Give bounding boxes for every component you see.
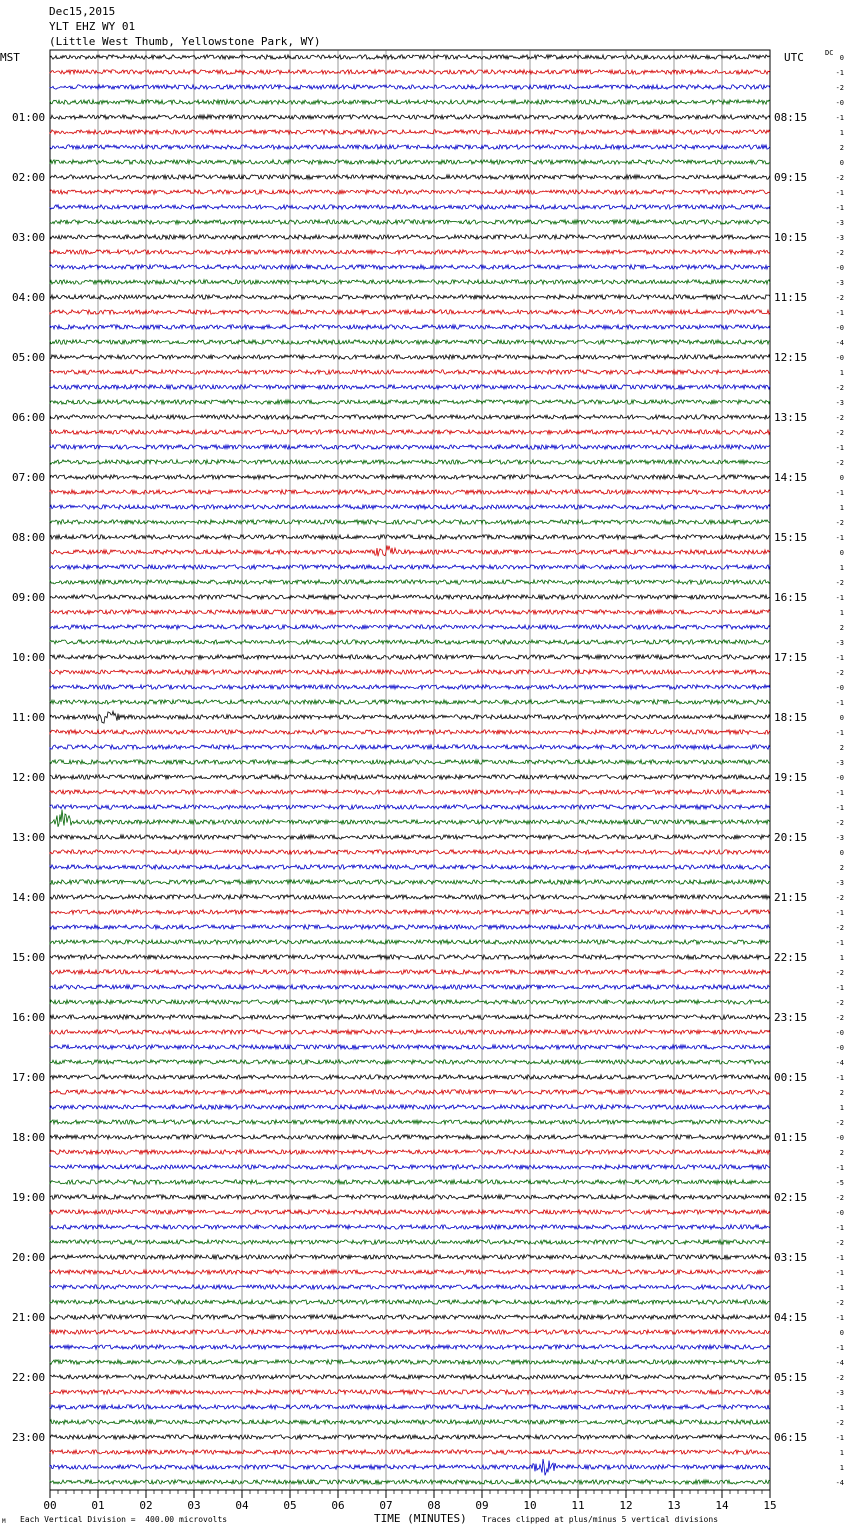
- trace-line: [50, 775, 770, 779]
- x-tick-label: 05: [283, 1499, 297, 1512]
- dc-offset-label: -2: [835, 1239, 844, 1247]
- dc-offset-label: -0: [835, 1134, 844, 1142]
- dc-offset-label: -3: [835, 234, 844, 242]
- utc-hour-label: 21:15: [774, 891, 808, 904]
- dc-offset-label: -3: [835, 834, 844, 842]
- dc-offset-label: -2: [835, 429, 844, 437]
- mst-hour-label: 23:00: [12, 1431, 46, 1444]
- dc-offset-label: 1: [839, 129, 844, 137]
- trace-line: [50, 910, 770, 914]
- x-tick-label: 11: [571, 1499, 585, 1512]
- dc-offset-label: -2: [835, 894, 844, 902]
- x-tick-label: 07: [379, 1499, 393, 1512]
- trace-line: [50, 490, 770, 494]
- trace-line: [50, 1390, 770, 1394]
- dc-offset-label: -1: [835, 1344, 844, 1352]
- dc-offset-label: 1: [839, 954, 844, 962]
- trace-line: [50, 190, 770, 194]
- trace-line: [50, 625, 770, 629]
- mst-hour-label: 02:00: [12, 171, 46, 184]
- dc-offset-label: 0: [839, 549, 844, 557]
- dc-offset-label: -1: [835, 1314, 844, 1322]
- x-tick-label: 03: [187, 1499, 201, 1512]
- trace-line: [50, 850, 770, 854]
- dc-offset-label: 1: [839, 564, 844, 572]
- dc-offset-label: -2: [835, 669, 844, 677]
- trace-line: [50, 445, 770, 449]
- trace-line: [50, 310, 770, 314]
- dc-offset-label: -2: [835, 924, 844, 932]
- utc-hour-label: 08:15: [774, 111, 808, 124]
- dc-offset-label: -1: [835, 69, 844, 77]
- trace-line: [50, 1405, 770, 1409]
- trace-line: [50, 1345, 770, 1349]
- trace-line: [50, 1150, 770, 1154]
- x-tick-label: 09: [475, 1499, 489, 1512]
- trace-line: [50, 970, 770, 974]
- trace-line: [50, 55, 770, 59]
- dc-offset-label: 2: [839, 144, 844, 152]
- trace-line: [50, 1090, 770, 1094]
- dc-offset-label: -1: [835, 204, 844, 212]
- x-tick-label: 12: [619, 1499, 633, 1512]
- utc-hour-label: 00:15: [774, 1071, 808, 1084]
- mst-hour-label: 17:00: [12, 1071, 46, 1084]
- dc-offset-label: 0: [839, 54, 844, 62]
- mst-hour-label: 06:00: [12, 411, 46, 424]
- trace-line: [50, 1255, 770, 1259]
- trace-line: [50, 1045, 770, 1049]
- utc-hour-label: 13:15: [774, 411, 808, 424]
- trace-line: [50, 1240, 770, 1244]
- dc-offset-label: -1: [835, 309, 844, 317]
- mst-hour-label: 08:00: [12, 531, 46, 544]
- dc-offset-label: -2: [835, 174, 844, 182]
- dc-offset-label: -1: [835, 1269, 844, 1277]
- trace-line: [50, 370, 770, 374]
- trace-line: [50, 475, 770, 479]
- trace-line: [50, 1075, 770, 1079]
- trace-line: [50, 70, 770, 74]
- trace-line: [50, 805, 770, 809]
- left-axis-title: MST: [0, 51, 20, 64]
- trace-line: [50, 1120, 770, 1124]
- utc-hour-label: 19:15: [774, 771, 808, 784]
- trace-line: [50, 220, 770, 224]
- mst-hour-label: 10:00: [12, 651, 46, 664]
- mst-hour-label: 12:00: [12, 771, 46, 784]
- trace-line: [50, 711, 770, 723]
- trace-line: [50, 895, 770, 899]
- dc-offset-label: -1: [835, 114, 844, 122]
- trace-line: [50, 1060, 770, 1064]
- dc-offset-label: -3: [835, 219, 844, 227]
- corner-mark: M: [2, 1518, 6, 1525]
- trace-line: [50, 145, 770, 149]
- utc-hour-label: 06:15: [774, 1431, 808, 1444]
- dc-offset-label: -2: [835, 1419, 844, 1427]
- utc-hour-label: 11:15: [774, 291, 808, 304]
- dc-offset-label: -1: [835, 1074, 844, 1082]
- dc-offset-label: 0: [839, 714, 844, 722]
- clip-note: Traces clipped at plus/minus 5 vertical divisions: [482, 1515, 719, 1524]
- dc-offset-label: 1: [839, 1464, 844, 1472]
- trace-line: [50, 340, 770, 344]
- trace-line: [50, 670, 770, 674]
- trace-line: [50, 1480, 770, 1484]
- utc-hour-label: 22:15: [774, 951, 808, 964]
- trace-line: [50, 700, 770, 704]
- dc-offset-label: -1: [835, 189, 844, 197]
- dc-offset-label: -1: [835, 939, 844, 947]
- dc-offset-label: -1: [835, 789, 844, 797]
- trace-line: [50, 640, 770, 644]
- utc-hour-label: 20:15: [774, 831, 808, 844]
- mst-hour-label: 16:00: [12, 1011, 46, 1024]
- dc-offset-label: -2: [835, 1299, 844, 1307]
- scale-note: Each Vertical Division = 400.00 microvolts: [20, 1515, 228, 1524]
- dc-title: DC: [825, 49, 834, 57]
- dc-offset-label: 0: [839, 1329, 844, 1337]
- trace-line: [50, 160, 770, 164]
- dc-offset-label: -3: [835, 639, 844, 647]
- mst-hour-label: 18:00: [12, 1131, 46, 1144]
- mst-hour-label: 05:00: [12, 351, 46, 364]
- trace-line: [50, 1165, 770, 1169]
- trace-line: [50, 545, 770, 556]
- utc-hour-label: 03:15: [774, 1251, 808, 1264]
- dc-offset-label: -0: [835, 1044, 844, 1052]
- dc-offset-label: -3: [835, 1389, 844, 1397]
- dc-offset-label: -1: [835, 1164, 844, 1172]
- trace-line: [50, 685, 770, 689]
- x-tick-label: 08: [427, 1499, 441, 1512]
- trace-line: [50, 280, 770, 284]
- dc-offset-label: -0: [835, 1209, 844, 1217]
- trace-line: [50, 205, 770, 209]
- dc-offset-label: -2: [835, 1119, 844, 1127]
- trace-line: [50, 1315, 770, 1319]
- dc-offset-label: -1: [835, 699, 844, 707]
- dc-offset-label: -2: [835, 414, 844, 422]
- mst-hour-label: 20:00: [12, 1251, 46, 1264]
- dc-offset-label: -1: [835, 1254, 844, 1262]
- trace-line: [50, 925, 770, 929]
- dc-offset-label: -4: [835, 1059, 844, 1067]
- plot-date: Dec15,2015: [49, 5, 116, 18]
- trace-line: [50, 265, 770, 269]
- dc-offset-label: -3: [835, 399, 844, 407]
- dc-offset-label: -0: [835, 324, 844, 332]
- mst-hour-label: 19:00: [12, 1191, 46, 1204]
- dc-offset-label: -1: [835, 489, 844, 497]
- trace-line: [50, 535, 770, 539]
- trace-line: [50, 1435, 770, 1439]
- trace-line: [50, 235, 770, 239]
- mst-hour-label: 07:00: [12, 471, 46, 484]
- trace-line: [50, 760, 770, 764]
- x-tick-label: 02: [139, 1499, 153, 1512]
- utc-hour-label: 23:15: [774, 1011, 808, 1024]
- dc-offset-label: -2: [835, 1194, 844, 1202]
- dc-offset-label: -3: [835, 279, 844, 287]
- dc-offset-label: 0: [839, 474, 844, 482]
- utc-hour-label: 12:15: [774, 351, 808, 364]
- dc-offset-label: -2: [835, 999, 844, 1007]
- trace-line: [50, 865, 770, 869]
- trace-line: [50, 1030, 770, 1034]
- dc-offset-label: 1: [839, 1449, 844, 1457]
- trace-line: [50, 1330, 770, 1334]
- mst-hour-label: 11:00: [12, 711, 46, 724]
- trace-line: [50, 1015, 770, 1019]
- dc-offset-label: 2: [839, 1089, 844, 1097]
- mst-hour-label: 03:00: [12, 231, 46, 244]
- trace-line: [50, 730, 770, 734]
- trace-line: [50, 955, 770, 959]
- right-axis-title: UTC: [784, 51, 804, 64]
- dc-offset-label: -2: [835, 819, 844, 827]
- dc-offset-label: 2: [839, 864, 844, 872]
- trace-line: [50, 415, 770, 419]
- trace-line: [50, 385, 770, 389]
- trace-line: [50, 295, 770, 299]
- trace-line: [50, 325, 770, 329]
- dc-offset-label: -1: [835, 804, 844, 812]
- dc-offset-label: -1: [835, 534, 844, 542]
- dc-offset-label: -0: [835, 354, 844, 362]
- trace-line: [50, 1270, 770, 1274]
- dc-offset-label: 0: [839, 849, 844, 857]
- trace-line: [50, 1360, 770, 1364]
- utc-hour-label: 05:15: [774, 1371, 808, 1384]
- x-tick-label: 01: [91, 1499, 105, 1512]
- dc-offset-label: 0: [839, 159, 844, 167]
- trace-line: [50, 655, 770, 659]
- trace-line: [50, 565, 770, 569]
- x-tick-label: 13: [667, 1499, 681, 1512]
- dc-offset-label: -0: [835, 99, 844, 107]
- trace-line: [50, 1450, 770, 1454]
- mst-hour-label: 09:00: [12, 591, 46, 604]
- mst-hour-label: 01:00: [12, 111, 46, 124]
- trace-line: [50, 1180, 770, 1184]
- trace-line: [50, 505, 770, 509]
- dc-offset-label: -4: [835, 1359, 844, 1367]
- dc-offset-label: -1: [835, 909, 844, 917]
- x-tick-label: 06: [331, 1499, 345, 1512]
- trace-line: [50, 880, 770, 884]
- trace-line: [50, 1000, 770, 1004]
- dc-offset-label: 2: [839, 624, 844, 632]
- plot-frame: [50, 50, 770, 1490]
- trace-line: [50, 430, 770, 434]
- utc-hour-label: 15:15: [774, 531, 808, 544]
- trace-line: [50, 130, 770, 134]
- dc-offset-label: -1: [835, 729, 844, 737]
- trace-line: [50, 1375, 770, 1379]
- trace-line: [50, 580, 770, 584]
- dc-offset-label: 1: [839, 1104, 844, 1112]
- trace-line: [50, 400, 770, 404]
- utc-hour-label: 17:15: [774, 651, 808, 664]
- mst-hour-label: 04:00: [12, 291, 46, 304]
- trace-line: [50, 940, 770, 944]
- dc-offset-label: -2: [835, 459, 844, 467]
- trace-line: [50, 85, 770, 89]
- trace-line: [50, 1225, 770, 1229]
- dc-offset-label: -2: [835, 519, 844, 527]
- trace-line: [50, 460, 770, 464]
- utc-hour-label: 16:15: [774, 591, 808, 604]
- utc-hour-label: 10:15: [774, 231, 808, 244]
- dc-offset-label: -0: [835, 264, 844, 272]
- mst-hour-label: 13:00: [12, 831, 46, 844]
- mst-hour-label: 15:00: [12, 951, 46, 964]
- trace-line: [50, 790, 770, 794]
- trace-line: [50, 175, 770, 179]
- dc-offset-label: -2: [835, 579, 844, 587]
- trace-line: [50, 520, 770, 524]
- dc-offset-label: 1: [839, 369, 844, 377]
- x-tick-label: 15: [763, 1499, 777, 1512]
- utc-hour-label: 14:15: [774, 471, 808, 484]
- utc-hour-label: 09:15: [774, 171, 808, 184]
- utc-hour-label: 04:15: [774, 1311, 808, 1324]
- x-tick-label: 00: [43, 1499, 57, 1512]
- trace-line: [50, 985, 770, 989]
- dc-offset-label: -1: [835, 444, 844, 452]
- trace-line: [50, 1420, 770, 1424]
- x-tick-label: 14: [715, 1499, 729, 1512]
- trace-line: [50, 115, 770, 119]
- station-code: YLT EHZ WY 01: [49, 20, 136, 33]
- trace-line: [50, 355, 770, 359]
- dc-offset-label: -2: [835, 1014, 844, 1022]
- dc-offset-label: -4: [835, 1479, 844, 1487]
- trace-line: [50, 810, 770, 827]
- trace-line: [50, 1195, 770, 1199]
- trace-line: [50, 250, 770, 254]
- station-location: (Little West Thumb, Yellowstone Park, WY): [49, 35, 321, 48]
- trace-line: [50, 1300, 770, 1304]
- dc-offset-label: -5: [835, 1179, 844, 1187]
- trace-line: [50, 1285, 770, 1289]
- x-tick-label: 10: [523, 1499, 537, 1512]
- mst-hour-label: 22:00: [12, 1371, 46, 1384]
- dc-offset-label: -2: [835, 1374, 844, 1382]
- mst-hour-label: 14:00: [12, 891, 46, 904]
- dc-offset-label: -1: [835, 594, 844, 602]
- trace-line: [50, 100, 770, 104]
- dc-offset-label: -3: [835, 759, 844, 767]
- dc-offset-label: -2: [835, 384, 844, 392]
- dc-offset-label: -4: [835, 339, 844, 347]
- dc-offset-label: -3: [835, 879, 844, 887]
- dc-offset-label: -2: [835, 84, 844, 92]
- trace-line: [50, 1135, 770, 1139]
- trace-line: [50, 745, 770, 749]
- trace-line: [50, 835, 770, 839]
- x-tick-label: 04: [235, 1499, 249, 1512]
- trace-line: [50, 1210, 770, 1214]
- x-axis-title: TIME (MINUTES): [374, 1512, 467, 1525]
- dc-offset-label: -0: [835, 1029, 844, 1037]
- dc-offset-label: -1: [835, 1284, 844, 1292]
- dc-offset-label: -2: [835, 294, 844, 302]
- dc-offset-label: 1: [839, 504, 844, 512]
- dc-offset-label: 2: [839, 1149, 844, 1157]
- dc-offset-label: 2: [839, 744, 844, 752]
- dc-offset-label: -1: [835, 1404, 844, 1412]
- utc-hour-label: 18:15: [774, 711, 808, 724]
- dc-offset-label: -1: [835, 1224, 844, 1232]
- utc-hour-label: 01:15: [774, 1131, 808, 1144]
- trace-line: [50, 595, 770, 599]
- dc-offset-label: -2: [835, 969, 844, 977]
- trace-line: [50, 1459, 770, 1475]
- trace-line: [50, 1105, 770, 1109]
- dc-offset-label: -2: [835, 249, 844, 257]
- mst-hour-label: 21:00: [12, 1311, 46, 1324]
- dc-offset-label: 1: [839, 609, 844, 617]
- trace-line: [50, 610, 770, 614]
- dc-offset-label: -1: [835, 1434, 844, 1442]
- dc-offset-label: -0: [835, 684, 844, 692]
- dc-offset-label: -0: [835, 774, 844, 782]
- utc-hour-label: 02:15: [774, 1191, 808, 1204]
- dc-offset-label: -1: [835, 654, 844, 662]
- dc-offset-label: -1: [835, 984, 844, 992]
